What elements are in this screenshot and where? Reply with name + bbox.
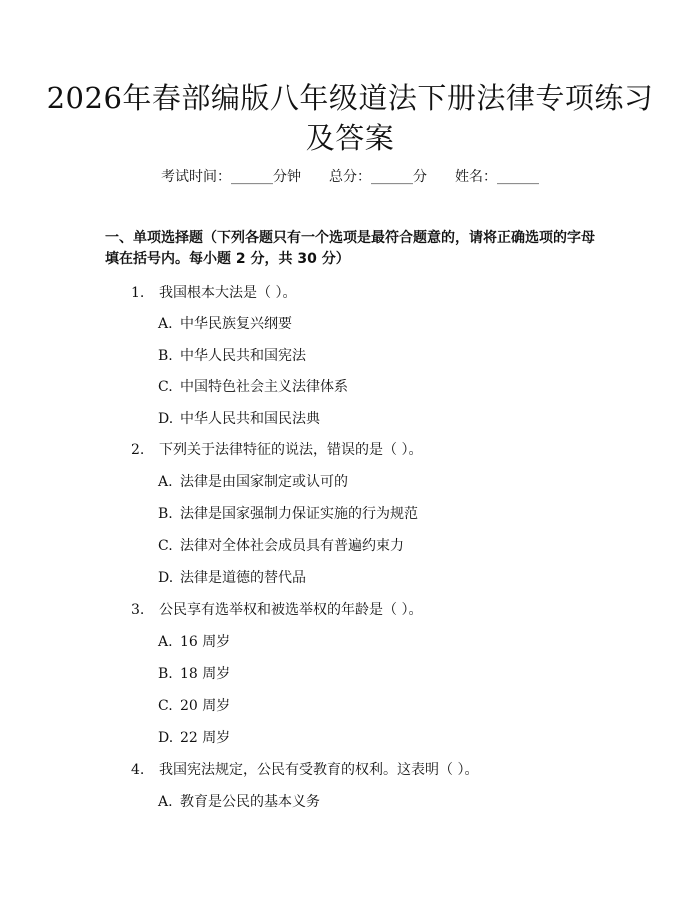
question-4-option-a xyxy=(158,792,320,812)
question-1-option-d xyxy=(158,409,320,429)
question-1-option-b xyxy=(158,346,306,366)
question-2-option-d xyxy=(158,568,306,588)
option-text: 法律是由国家制定或认可的 xyxy=(180,474,348,490)
option-letter: A. xyxy=(158,474,173,490)
exam-time-field: 考试时间：______分钟 xyxy=(161,169,301,185)
option-letter: D. xyxy=(158,411,174,427)
option-text: 法律对全体社会成员具有普遍约束力 xyxy=(180,538,404,554)
option-letter: B. xyxy=(158,506,173,522)
question-1-option-a xyxy=(158,314,292,334)
option-letter: D. xyxy=(158,730,174,746)
option-text: 法律是道德的替代品 xyxy=(180,570,306,586)
question-number: 4. xyxy=(131,762,145,778)
question-1 xyxy=(131,283,296,303)
question-3 xyxy=(131,600,422,620)
option-text: 中华人民共和国宪法 xyxy=(180,348,306,364)
option-letter: D. xyxy=(158,570,174,586)
question-number: 2. xyxy=(131,442,145,458)
option-text: 教育是公民的基本义务 xyxy=(180,794,320,810)
question-2-option-b xyxy=(158,504,418,524)
question-number: 1. xyxy=(131,285,145,301)
option-letter: B. xyxy=(158,666,173,682)
option-text: 中华民族复兴纲要 xyxy=(180,316,292,332)
option-letter: A. xyxy=(158,634,173,650)
option-text: 20 周岁 xyxy=(180,698,231,714)
option-letter: C. xyxy=(158,538,173,554)
option-letter: A. xyxy=(158,794,173,810)
question-2 xyxy=(131,440,422,460)
option-letter: A. xyxy=(158,316,173,332)
question-2-option-c xyxy=(158,536,404,556)
question-number: 3. xyxy=(131,602,145,618)
question-2-option-a xyxy=(158,472,348,492)
option-letter: C. xyxy=(158,698,173,714)
question-4 xyxy=(131,760,478,780)
option-letter: C. xyxy=(158,379,173,395)
question-text: 我国根本大法是（ ）。 xyxy=(159,285,297,301)
document-title: 2026年春部编版八年级道法下册法律专项练习及答案 xyxy=(46,81,654,155)
question-3-option-b xyxy=(158,664,230,684)
question-text: 下列关于法律特征的说法，错误的是（ ）。 xyxy=(159,442,423,458)
question-text: 公民享有选举权和被选举权的年龄是（ ）。 xyxy=(159,602,423,618)
option-text: 18 周岁 xyxy=(180,666,231,682)
question-3-option-c xyxy=(158,696,230,716)
total-score-field: 总分：______分 xyxy=(329,169,427,185)
option-text: 中国特色社会主义法律体系 xyxy=(180,379,348,395)
option-text: 法律是国家强制力保证实施的行为规范 xyxy=(180,506,418,522)
option-text: 16 周岁 xyxy=(180,634,231,650)
option-letter: B. xyxy=(158,348,173,364)
question-3-option-d xyxy=(158,728,230,748)
option-text: 中华人民共和国民法典 xyxy=(180,411,320,427)
question-3-option-a xyxy=(158,632,230,652)
question-1-option-c xyxy=(158,377,348,397)
student-name-field: 姓名：______ xyxy=(455,169,539,185)
exam-info-line xyxy=(0,167,700,187)
option-text: 22 周岁 xyxy=(180,730,231,746)
section-heading: 一、单项选择题（下列各题只有一个选项是最符合题意的，请将正确选项的字母填在括号内。每小题 2 分，共 30 分） xyxy=(105,230,595,267)
question-text: 我国宪法规定，公民有受教育的权利。这表明（ ）。 xyxy=(159,762,479,778)
